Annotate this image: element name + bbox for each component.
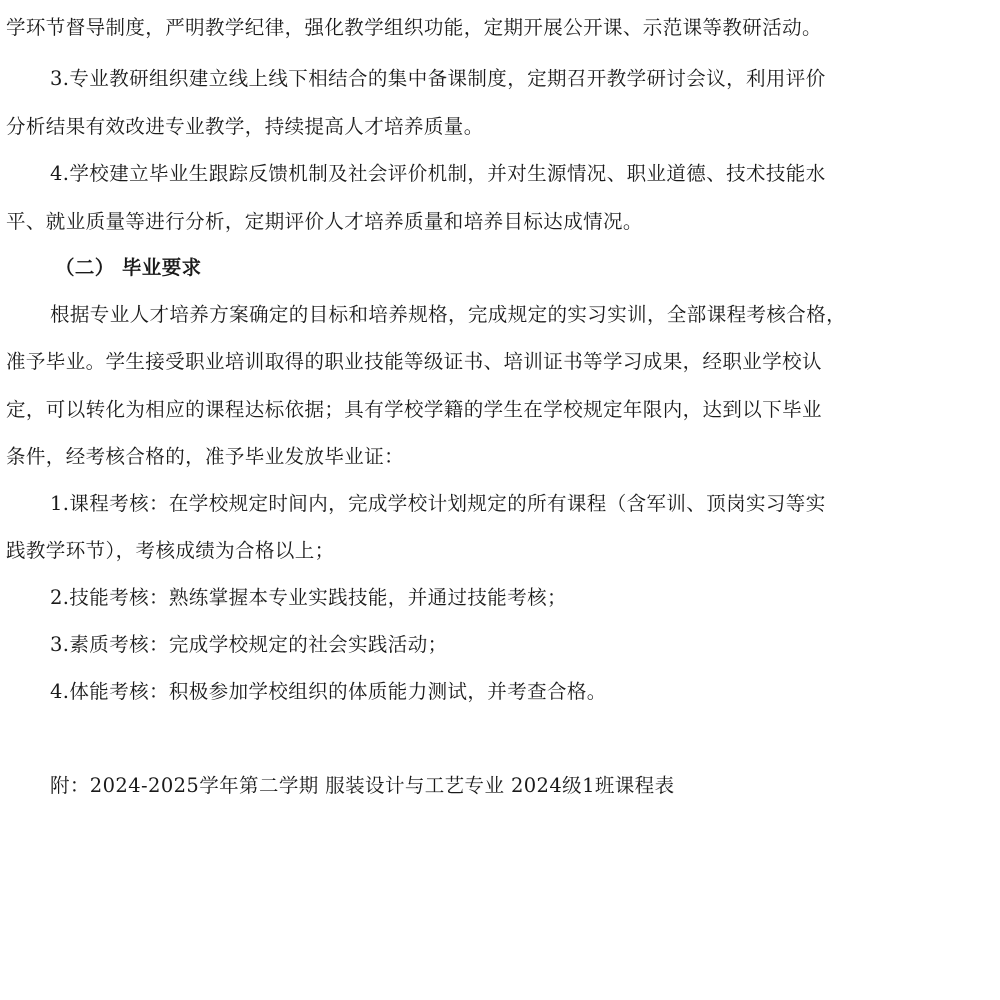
paragraph-line: 条件，经考核合格的，准予毕业发放毕业证： [6,445,405,468]
paragraph-line: 定，可以转化为相应的课程达标依据；具有学校学籍的学生在学校规定年限内，达到以下毕业 [6,398,822,421]
list-item-3: 3.专业教研组织建立线上线下相结合的集中备课制度，定期召开教学研讨会议，利用评价 [50,67,826,90]
requirement-item-1: 1.课程考核：在学校规定时间内，完成学校计划规定的所有课程（含军训、顶岗实习等实 [50,492,826,515]
requirement-item-4: 4.体能考核：积极参加学校组织的体质能力测试，并考查合格。 [50,680,607,703]
paragraph-line: 践教学环节），考核成绩为合格以上； [6,539,335,562]
list-item-4: 4.学校建立毕业生跟踪反馈机制及社会评价机制，并对生源情况、职业道德、技术技能水 [50,162,826,185]
section-heading: （二） 毕业要求 [55,256,202,279]
paragraph-line: 学环节督导制度，严明教学纪律，强化教学组织功能，定期开展公开课、示范课等教研活动。 [6,16,822,39]
paragraph-line: 平、就业质量等进行分析，定期评价人才培养质量和培养目标达成情况。 [6,210,643,233]
paragraph-line: 根据专业人才培养方案确定的目标和培养规格，完成规定的实习实训，全部课程考核合格， [50,303,847,326]
appendix-note: 附：2024-2025学年第二学期 服装设计与工艺专业 2024级1班课程表 [50,774,675,797]
requirement-item-2: 2.技能考核：熟练掌握本专业实践技能，并通过技能考核； [50,586,567,609]
paragraph-line: 准予毕业。学生接受职业培训取得的职业技能等级证书、培训证书等学习成果，经职业学校认 [6,350,822,373]
requirement-item-3: 3.素质考核：完成学校规定的社会实践活动； [50,633,448,656]
paragraph-line: 分析结果有效改进专业教学，持续提高人才培养质量。 [6,115,484,138]
